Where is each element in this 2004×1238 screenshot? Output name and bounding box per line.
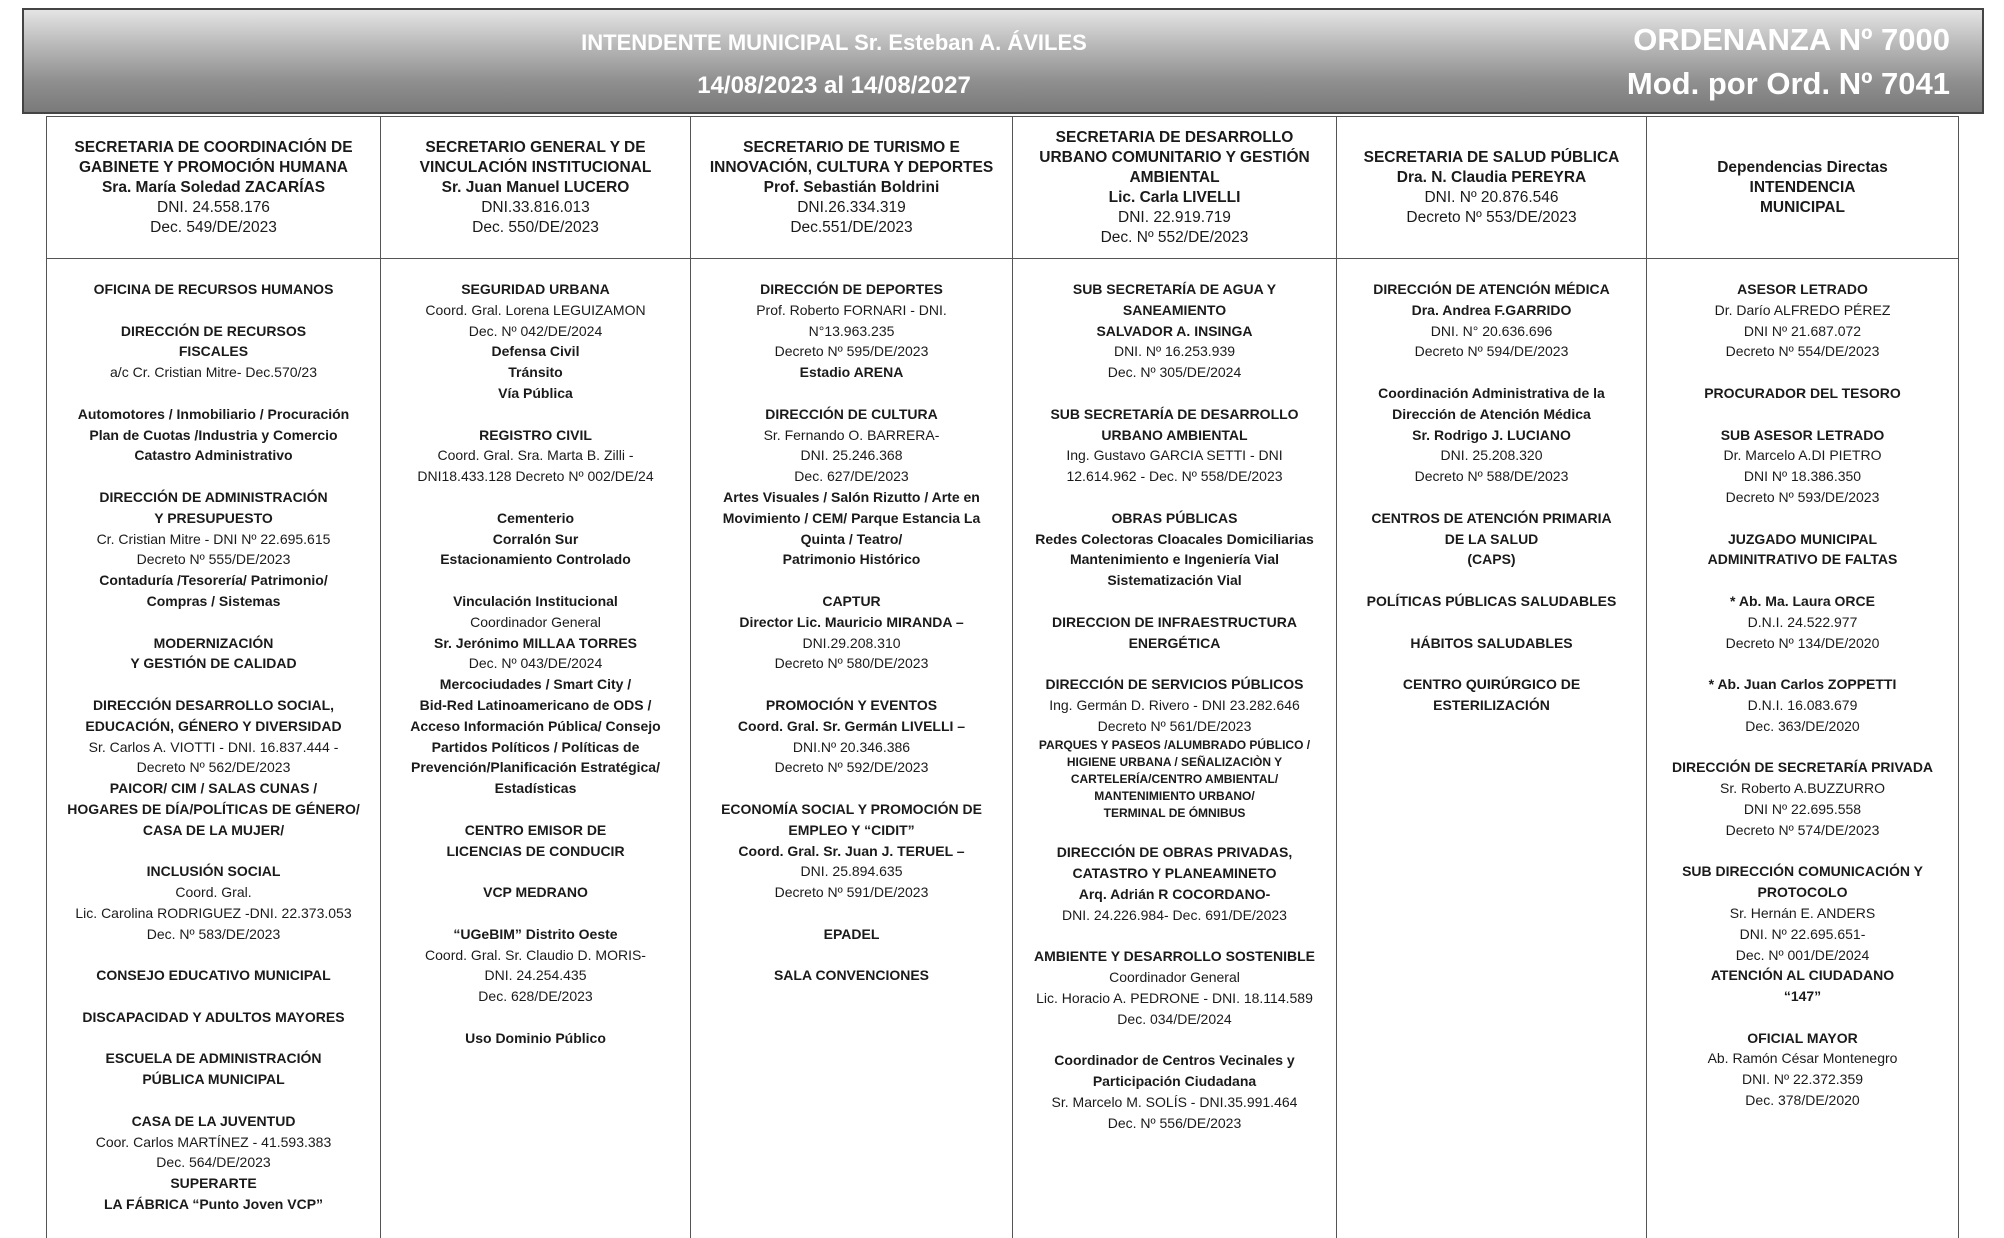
dependency-block	[53, 695, 374, 841]
dependency-line: Decreto Nº 591/DE/2023	[774, 884, 929, 901]
secretariat-header-cell	[691, 117, 1013, 259]
header-line: SECRETARIA DE COORDINACIÓN DE	[74, 138, 353, 156]
dependency-line: DNI. Nº 16.253.939	[1113, 343, 1236, 360]
dependency-line: DIRECCIÓN DE RECURSOS	[120, 322, 307, 339]
dependency-line: PROTOCOLO	[1757, 884, 1848, 901]
header-line: SECRETARIA DE SALUD PÚBLICA	[1363, 148, 1620, 166]
dependency-line: Estacionamiento Controlado	[440, 551, 631, 568]
dependency-line: MANTENIMIENTO URBANO/	[1094, 788, 1255, 803]
dependency-line: ASESOR LETRADO	[1737, 281, 1868, 297]
dependency-block	[387, 924, 684, 1007]
dependency-line: EPADEL	[823, 925, 880, 942]
dependency-line: Coordinador General	[470, 613, 601, 630]
dependency-line: * Ab. Ma. Laura ORCE	[1730, 592, 1875, 609]
header-line: Sra. María Soledad ZACARÍAS	[101, 178, 326, 196]
dependency-line: Dec. 363/DE/2020	[1745, 717, 1860, 734]
dependency-line: Mercociudades / Smart City /	[439, 676, 632, 693]
dependency-line: Coordinación Administrativa de la	[1378, 384, 1605, 401]
dependency-line: Decreto Nº 134/DE/2020	[1725, 634, 1880, 651]
dependency-line: Dec. Nº 001/DE/2024	[1735, 946, 1870, 963]
dependency-line: Sr. Carlos A. VIOTTI - DNI. 16.837.444 -	[88, 738, 339, 755]
dependency-line: Arq. Adrián R COCORDANO-	[1078, 885, 1271, 902]
dependency-line: Participación Ciudadana	[1092, 1073, 1257, 1090]
header-line: SECRETARIA DE DESARROLLO	[1055, 128, 1294, 146]
dependency-line: MODERNIZACIÓN	[153, 634, 274, 651]
dependency-line: Y GESTIÓN DE CALIDAD	[130, 655, 297, 672]
dependency-line: Ab. Ramón César Montenegro	[1707, 1050, 1898, 1067]
dependency-line: Dec. Nº 043/DE/2024	[468, 655, 603, 672]
dependency-line: Decreto Nº 595/DE/2023	[774, 343, 929, 360]
dependency-block	[387, 591, 684, 799]
dependency-block	[387, 882, 684, 903]
header-banner	[22, 8, 1984, 114]
dependency-block	[1019, 674, 1330, 821]
dependency-line: Decreto Nº 592/DE/2023	[774, 759, 929, 776]
dependency-line: Sr. Hernán E. ANDERS	[1729, 904, 1876, 921]
dependency-line: DNI.Nº 20.346.386	[792, 738, 911, 755]
dependency-line: Coord. Gral. Sr. Juan J. TERUEL –	[738, 842, 965, 859]
dependency-line: AMBIENTE Y DESARROLLO SOSTENIBLE	[1033, 948, 1316, 965]
dependency-line: Coordinador de Centros Vecinales y	[1054, 1052, 1295, 1069]
dependency-block	[1653, 383, 1952, 404]
dependency-line: VCP MEDRANO	[483, 884, 588, 901]
dependency-line: Dra. Andrea F.GARRIDO	[1411, 301, 1572, 318]
dependency-line: SUB ASESOR LETRADO	[1720, 426, 1885, 443]
dependency-line: EMPLEO Y “CIDIT”	[788, 821, 915, 838]
dependency-block	[53, 321, 374, 383]
secretariat-header-cell	[1337, 117, 1647, 259]
dependency-line: DIRECCIÓN DE SERVICIOS PÚBLICOS	[1045, 676, 1304, 693]
dependency-line: Sr. Rodrigo J. LUCIANO	[1412, 426, 1571, 443]
intendente-title: INTENDENTE MUNICIPAL Sr. Esteban A. ÁVILES	[581, 30, 1087, 55]
header-line: DNI. Nº 20.876.546	[1424, 188, 1559, 206]
header-line: Sr. Juan Manuel LUCERO	[441, 178, 630, 196]
dependency-block	[697, 279, 1006, 383]
dependency-line: 12.614.962 - Dec. Nº 558/DE/2023	[1066, 468, 1283, 485]
dependency-line: URBANO AMBIENTAL	[1101, 426, 1248, 443]
dependency-cell	[381, 259, 691, 1238]
dependency-line: N°13.963.235	[808, 322, 895, 339]
dependency-cell	[1013, 259, 1337, 1238]
dependency-line: Sr. Jerónimo MILLAA TORRES	[433, 634, 638, 651]
dependency-line: (CAPS)	[1467, 551, 1516, 568]
dependency-block	[53, 1007, 374, 1028]
dependency-block	[1019, 946, 1330, 1029]
dependency-line: Cr. Cristian Mitre - DNI Nº 22.695.615	[96, 530, 331, 547]
dependency-block	[1653, 529, 1952, 571]
dependency-line: REGISTRO CIVIL	[479, 426, 592, 443]
dependency-line: Vía Pública	[498, 384, 573, 401]
header-line: Prof. Sebastián Boldrini	[763, 178, 940, 196]
dependency-block	[1019, 508, 1330, 591]
dependency-block	[1653, 757, 1952, 840]
dependency-block	[1343, 279, 1640, 362]
dependency-line: DIRECCIÓN DE DEPORTES	[760, 281, 943, 297]
dependency-line: D.N.I. 16.083.679	[1747, 696, 1858, 713]
dependency-line: PARQUES Y PASEOS /ALUMBRADO PÚBLICO /	[1038, 737, 1311, 752]
dependency-block	[1653, 674, 1952, 736]
dependency-line: SUB SECRETARÍA DE AGUA Y	[1072, 281, 1277, 297]
dependency-block	[697, 591, 1006, 674]
dependency-line: Decreto Nº 561/DE/2023	[1097, 717, 1252, 734]
dependency-line: HÁBITOS SALUDABLES	[1410, 634, 1573, 651]
dependency-line: Coord. Gral. Sr. Germán LIVELLI –	[737, 717, 966, 734]
dependency-line: Redes Colectoras Cloacales Domiciliarias	[1035, 530, 1314, 547]
dependency-line: Dec. Nº 556/DE/2023	[1107, 1114, 1242, 1131]
dependency-line: Mantenimiento e Ingeniería Vial	[1069, 551, 1279, 568]
dependency-line: Coord. Gral. Sr. Claudio D. MORIS-	[425, 946, 646, 963]
dependency-line: “147”	[1783, 988, 1822, 1005]
dependency-line: EDUCACIÓN, GÉNERO Y DIVERSIDAD	[85, 717, 342, 734]
dependency-line: Ing. Germán D. Rivero - DNI 23.282.646	[1049, 696, 1300, 713]
term-period: 14/08/2023 al 14/08/2027	[697, 72, 971, 99]
dependency-line: DIRECCIÓN DE OBRAS PRIVADAS,	[1056, 844, 1293, 861]
dependency-line: Decreto Nº 555/DE/2023	[136, 551, 291, 568]
header-line: MUNICIPAL	[1760, 198, 1845, 216]
dependency-line: DNI. 24.226.984- Dec. 691/DE/2023	[1062, 906, 1287, 923]
dependency-line: Bid-Red Latinoamericano de ODS /	[419, 696, 652, 713]
dependency-block	[53, 1048, 374, 1090]
header-line: Dec. Nº 552/DE/2023	[1100, 228, 1249, 246]
ordenanza-modification: Mod. por Ord. Nº 7041	[1626, 66, 1950, 101]
dependency-line: SUPERARTE	[170, 1175, 257, 1192]
dependency-block	[53, 404, 374, 466]
dependency-line: SUB DIRECCIÓN COMUNICACIÓN Y	[1682, 863, 1923, 880]
header-line: Dec.551/DE/2023	[790, 218, 913, 236]
secretariat-header-cell	[1013, 117, 1337, 259]
dependency-line: Coor. Carlos MARTÍNEZ - 41.593.383	[95, 1133, 332, 1150]
dependency-line: Lic. Horacio A. PEDRONE - DNI. 18.114.589	[1036, 989, 1313, 1006]
dependency-line: DIRECCIÓN DESARROLLO SOCIAL,	[92, 696, 335, 713]
dependency-line: LICENCIAS DE CONDUCIR	[446, 842, 625, 859]
dependency-line: Dec. 034/DE/2024	[1117, 1010, 1232, 1027]
dependency-line: JUZGADO MUNICIPAL	[1727, 530, 1878, 547]
dependency-line: Decreto Nº 594/DE/2023	[1414, 343, 1569, 360]
dependency-line: CATASTRO Y PLANEAMINETO	[1072, 865, 1277, 882]
dependency-line: PROCURADOR DEL TESORO	[1704, 384, 1901, 401]
dependency-block	[697, 695, 1006, 778]
dependency-line: D.N.I. 24.522.977	[1747, 613, 1858, 630]
dependency-line: Acceso Información Pública/ Consejo	[410, 717, 661, 734]
dependency-block	[53, 861, 374, 944]
dependency-line: Sr. Marcelo M. SOLÍS - DNI.35.991.464	[1051, 1093, 1298, 1110]
dependency-block	[387, 1028, 684, 1049]
header-line: Dra. N. Claudia PEREYRA	[1396, 168, 1587, 186]
dependency-line: DIRECCIÓN DE SECRETARÍA PRIVADA	[1671, 759, 1934, 776]
dependency-line: DNI. N° 20.636.696	[1430, 322, 1553, 339]
dependency-line: DIRECCION DE INFRAESTRUCTURA	[1052, 613, 1297, 630]
dependency-block	[53, 965, 374, 986]
dependency-block	[1343, 633, 1640, 654]
header-line: SECRETARIO DE TURISMO E	[743, 138, 960, 156]
header-line: VINCULACIÓN INSTITUCIONAL	[419, 158, 652, 176]
dependency-block	[1653, 591, 1952, 653]
header-line: Dependencias Directas	[1717, 158, 1888, 176]
dependency-line: Catastro Administrativo	[134, 447, 293, 464]
dependency-line: Coord. Gral. Sra. Marta B. Zilli -	[437, 447, 634, 464]
dependency-line: INCLUSIÓN SOCIAL	[146, 863, 281, 880]
dependency-block	[1019, 279, 1330, 383]
dependency-line: ENERGÉTICA	[1128, 634, 1221, 651]
dependency-line: Dec. Nº 042/DE/2024	[468, 322, 603, 339]
dependency-line: Dr. Darío ALFREDO PÉREZ	[1714, 301, 1891, 318]
header-line: URBANO COMUNITARIO Y GESTIÓN	[1039, 148, 1310, 166]
dependency-line: Dec. 628/DE/2023	[478, 988, 593, 1005]
dependency-line: SEGURIDAD URBANA	[461, 281, 610, 297]
dependency-block	[1019, 1050, 1330, 1133]
dependency-line: Cementerio	[496, 509, 575, 526]
dependency-block	[53, 487, 374, 612]
dependency-cell	[47, 259, 381, 1238]
dependency-line: DNI. Nº 22.372.359	[1741, 1071, 1864, 1088]
secretariat-header-row	[47, 117, 1959, 259]
dependency-line: Dec. 627/DE/2023	[794, 468, 909, 485]
dependency-line: CONSEJO EDUCATIVO MUNICIPAL	[96, 967, 331, 984]
dependency-block	[1343, 674, 1640, 716]
dependency-block	[1343, 508, 1640, 570]
dependency-line: DNI. 25.894.635	[800, 863, 903, 880]
dependency-line: CASA DE LA JUVENTUD	[131, 1112, 296, 1129]
dependency-line: Dec. 564/DE/2023	[156, 1154, 271, 1171]
dependency-line: Decreto Nº 588/DE/2023	[1414, 468, 1569, 485]
dependency-line: POLÍTICAS PÚBLICAS SALUDABLES	[1366, 592, 1617, 609]
dependency-line: Uso Dominio Público	[465, 1029, 606, 1046]
dependency-line: DNI Nº 22.695.558	[1743, 800, 1862, 817]
dependency-line: DNI Nº 21.687.072	[1743, 322, 1862, 339]
header-line: Lic. Carla LIVELLI	[1108, 188, 1241, 206]
dependency-line: Dr. Marcelo A.DI PIETRO	[1723, 447, 1882, 464]
dependency-line: CENTRO QUIRÚRGICO DE	[1402, 676, 1581, 693]
dependency-line: DIRECCIÓN DE ATENCIÓN MÉDICA	[1373, 281, 1610, 297]
dependency-line: SALVADOR A. INSINGA	[1096, 322, 1253, 339]
dependency-block	[697, 799, 1006, 903]
header-line: SECRETARIO GENERAL Y DE	[425, 138, 646, 156]
dependency-line: DNI.29.208.310	[802, 634, 901, 651]
dependency-line: Artes Visuales / Salón Rizutto / Arte en	[723, 488, 980, 505]
secretariat-header-cell	[381, 117, 691, 259]
dependency-line: CENTRO EMISOR DE	[464, 821, 607, 838]
dependency-line: Coord. Gral. Lorena LEGUIZAMON	[425, 301, 646, 318]
dependency-line: DNI18.433.128 Decreto Nº 002/DE/24	[417, 468, 654, 485]
dependency-line: a/c Cr. Cristian Mitre- Dec.570/23	[110, 364, 317, 381]
dependency-block	[1019, 404, 1330, 487]
dependency-line: TERMINAL DE ÓMNIBUS	[1103, 805, 1246, 820]
dependency-block	[697, 924, 1006, 945]
header-line: INTENDENCIA	[1749, 178, 1856, 196]
dependencies-row	[47, 259, 1959, 1238]
dependency-line: Partidos Políticos / Políticas de	[431, 738, 640, 755]
dependency-block	[387, 425, 684, 487]
header-line: DNI. 24.558.176	[157, 198, 270, 216]
dependency-line: SANEAMIENTO	[1122, 301, 1227, 318]
dependency-line: SALA CONVENCIONES	[773, 967, 930, 984]
header-line: DNI.33.816.013	[481, 198, 590, 216]
header-line: Dec. 549/DE/2023	[150, 218, 277, 236]
header-line: DNI. 22.919.719	[1118, 208, 1231, 226]
dependency-block	[53, 1111, 374, 1215]
dependency-cell	[1337, 259, 1647, 1238]
dependency-cell	[1647, 259, 1959, 1238]
dependency-line: ATENCIÓN AL CIUDADANO	[1710, 967, 1895, 984]
header-line: Dec. 550/DE/2023	[472, 218, 599, 236]
dependency-line: LA FÁBRICA “Punto Joven VCP”	[103, 1196, 324, 1213]
dependency-block	[1343, 383, 1640, 487]
dependency-line: DNI. 25.246.368	[800, 447, 903, 464]
dependency-line: Plan de Cuotas /Industria y Comercio	[89, 426, 338, 443]
secretariat-header-cell	[47, 117, 381, 259]
dependency-line: FISCALES	[178, 343, 249, 360]
dependency-line: DNI. Nº 22.695.651-	[1739, 925, 1866, 942]
dependency-line: HOGARES DE DÍA/POLÍTICAS DE GÉNERO/	[67, 800, 360, 817]
dependency-line: DIRECCIÓN DE ADMINISTRACIÓN	[99, 488, 328, 505]
dependency-line: OFICIAL MAYOR	[1747, 1029, 1858, 1046]
dependency-line: Lic. Carolina RODRIGUEZ -DNI. 22.373.053	[75, 904, 352, 921]
dependency-line: Corralón Sur	[492, 530, 579, 547]
dependency-line: Defensa Civil	[491, 343, 580, 360]
dependency-block	[1653, 861, 1952, 1007]
dependency-line: Decreto Nº 593/DE/2023	[1725, 488, 1880, 505]
dependency-line: Dirección de Atención Médica	[1392, 405, 1591, 422]
dependency-line: Decreto Nº 554/DE/2023	[1725, 343, 1880, 360]
dependency-block	[387, 279, 684, 404]
dependency-block	[1019, 612, 1330, 654]
dependency-line: Compras / Sistemas	[146, 592, 281, 609]
dependency-block	[697, 965, 1006, 986]
dependency-block	[387, 508, 684, 570]
dependency-line: * Ab. Juan Carlos ZOPPETTI	[1708, 676, 1897, 693]
dependency-block	[1343, 591, 1640, 612]
dependency-line: Dec. 378/DE/2020	[1745, 1092, 1860, 1109]
dependency-block	[53, 633, 374, 675]
dependency-line: DIRECCIÓN DE CULTURA	[765, 405, 938, 422]
dependency-line: Prof. Roberto FORNARI - DNI.	[756, 301, 947, 318]
dependency-line: CASA DE LA MUJER/	[142, 821, 285, 838]
dependency-line: Y PRESUPUESTO	[154, 509, 273, 526]
dependency-line: CAPTUR	[822, 592, 881, 609]
dependency-line: Prevención/Planificación Estratégica/	[411, 759, 660, 776]
dependency-line: Director Lic. Mauricio MIRANDA –	[739, 613, 964, 630]
dependency-block	[1653, 279, 1952, 362]
dependency-line: CENTROS DE ATENCIÓN PRIMARIA	[1371, 509, 1612, 526]
dependency-line: Quinta / Teatro/	[800, 530, 903, 547]
dependency-line: PAICOR/ CIM / SALAS CUNAS /	[109, 780, 318, 797]
header-line: INNOVACIÓN, CULTURA Y DEPORTES	[709, 158, 994, 176]
dependency-line: ADMINITRATIVO DE FALTAS	[1707, 551, 1898, 568]
ordenanza-number: ORDENANZA Nº 7000	[1633, 22, 1950, 57]
dependency-line: Estadio ARENA	[799, 364, 904, 381]
dependency-block	[697, 404, 1006, 570]
dependency-line: Decreto Nº 574/DE/2023	[1725, 821, 1880, 838]
dependency-line: ESTERILIZACIÓN	[1433, 696, 1550, 713]
header-line: Decreto Nº 553/DE/2023	[1406, 208, 1577, 226]
dependency-line: ECONOMÍA SOCIAL Y PROMOCIÓN DE	[721, 800, 982, 817]
dependency-block	[387, 820, 684, 862]
dependency-line: DNI. 25.208.320	[1440, 447, 1543, 464]
dependency-block	[1019, 842, 1330, 925]
dependency-line: Ing. Gustavo GARCIA SETTI - DNI	[1066, 447, 1283, 464]
dependency-line: Tránsito	[508, 364, 563, 381]
dependency-line: Dec. Nº 583/DE/2023	[146, 925, 281, 942]
dependency-line: DNI. 24.254.435	[484, 967, 587, 984]
dependency-block	[1653, 425, 1952, 508]
dependency-line: Movimiento / CEM/ Parque Estancia La	[722, 509, 981, 526]
dependency-line: DNI Nº 18.386.350	[1743, 468, 1862, 485]
dependency-block	[53, 279, 374, 300]
dependency-cell	[691, 259, 1013, 1238]
dependency-line: OBRAS PÚBLICAS	[1111, 509, 1238, 526]
dependency-line: Estadísticas	[494, 780, 577, 797]
dependency-line: Vinculación Institucional	[453, 592, 618, 609]
dependency-line: Coordinador General	[1109, 969, 1240, 986]
secretariat-header-cell	[1647, 117, 1959, 259]
dependency-line: Automotores / Inmobiliario / Procuración	[77, 405, 350, 422]
dependency-line: Decreto Nº 580/DE/2023	[774, 655, 929, 672]
header-line: GABINETE Y PROMOCIÓN HUMANA	[79, 158, 348, 176]
dependency-line: “UGeBIM” Distrito Oeste	[453, 925, 618, 942]
dependency-line: DISCAPACIDAD Y ADULTOS MAYORES	[82, 1008, 345, 1025]
dependency-line: Decreto Nº 562/DE/2023	[136, 759, 291, 776]
dependency-line: Sr. Roberto A.BUZZURRO	[1720, 780, 1885, 797]
dependency-line: Sr. Fernando O. BARRERA-	[763, 426, 940, 443]
dependency-line: PROMOCIÓN Y EVENTOS	[765, 696, 938, 713]
dependency-line: CARTELERÍA/CENTRO AMBIENTAL/	[1070, 771, 1279, 786]
dependency-line: DE LA SALUD	[1444, 530, 1539, 547]
dependency-line: Contaduría /Tesorería/ Patrimonio/	[99, 572, 328, 589]
dependency-line: Coord. Gral.	[175, 884, 252, 901]
dependency-line: HIGIENE URBANA / SEÑALIZACIÒN Y	[1066, 754, 1283, 769]
header-line: DNI.26.334.319	[797, 198, 906, 216]
header-line: AMBIENTAL	[1129, 168, 1220, 186]
dependency-line: Sistematización Vial	[1107, 572, 1242, 589]
dependency-line: Patrimonio Histórico	[782, 551, 921, 568]
dependency-line: Dec. Nº 305/DE/2024	[1107, 364, 1242, 381]
dependency-line: PÚBLICA MUNICIPAL	[142, 1071, 285, 1088]
dependency-block	[1653, 1028, 1952, 1111]
dependency-line: ESCUELA DE ADMINISTRACIÓN	[105, 1050, 322, 1067]
dependency-line: SUB SECRETARÍA DE DESARROLLO	[1050, 405, 1299, 422]
org-chart-table	[46, 116, 1959, 1238]
dependency-line: OFICINA DE RECURSOS HUMANOS	[93, 281, 334, 297]
